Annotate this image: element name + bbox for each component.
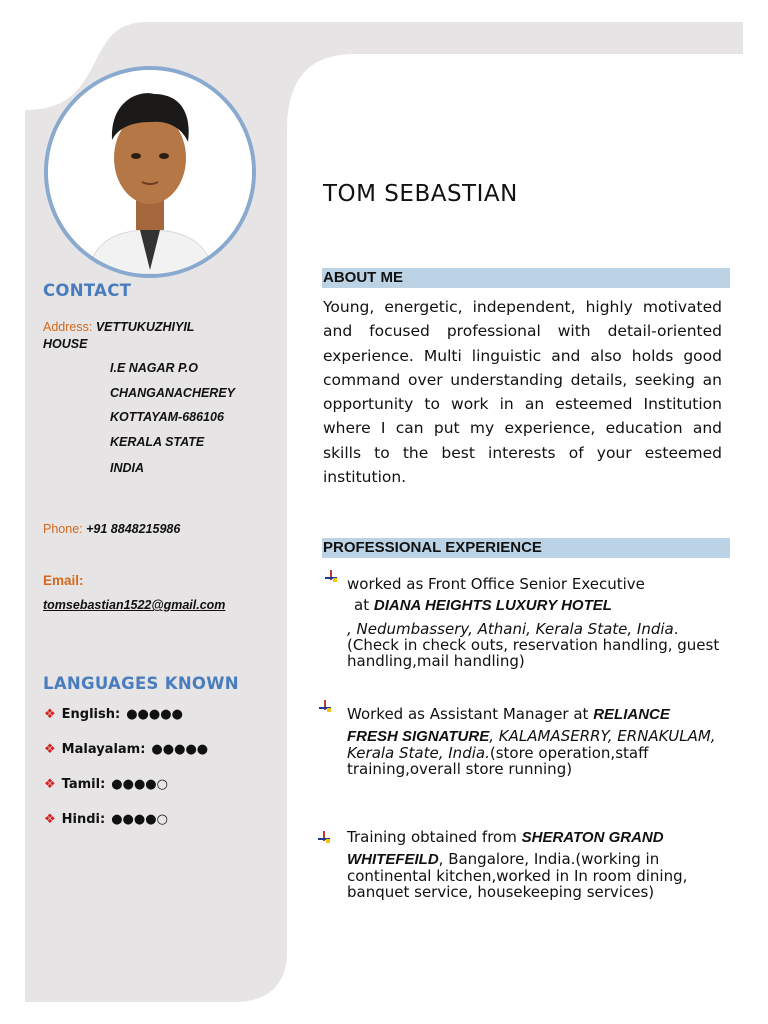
email-link[interactable]: tomsebastian1522@gmail.com	[43, 598, 226, 612]
phone-number: +91 8848215986	[86, 522, 181, 536]
languages-heading: LANGUAGES KNOWN	[43, 674, 239, 693]
experience-heading: PROFESSIONAL EXPERIENCE	[322, 538, 730, 558]
address-line: CHANGANACHEREY	[110, 386, 236, 400]
language-item	[44, 777, 168, 792]
language-item	[44, 742, 208, 757]
experience-description: , Bangalore, India.(working in continental kitchen,worked in In room dining, banquet service, housekeeping services)	[347, 850, 688, 901]
experience-at: at	[354, 596, 370, 614]
language-label: Hindi:	[61, 812, 106, 827]
language-item	[44, 707, 183, 722]
person-name: TOM SEBASTIAN	[323, 181, 518, 207]
language-label: Malayalam:	[61, 742, 146, 757]
experience-prefix: Training obtained from	[347, 828, 517, 846]
experience-location: , Nedumbassery, Athani, Kerala State, India	[347, 620, 674, 638]
colored-cross-bullet-icon	[317, 831, 331, 845]
about-heading: ABOUT ME	[322, 268, 730, 288]
experience-employer-row	[347, 826, 732, 849]
language-rating: ●●●●○	[111, 777, 168, 792]
address-first: VETTUKUZHIYIL	[95, 320, 195, 334]
experience-description: (store operation,staff training,overall store running)	[347, 744, 649, 778]
address-label: Address:	[43, 320, 93, 334]
experience-prefix: Worked as Assistant Manager at	[347, 705, 589, 723]
experience-item-2	[347, 703, 732, 777]
about-text: Young, energetic, independent, highly motivated and focused professional with detail-oriented experience. Multi linguistic and also holds good command over understanding details, seeking an opportunity to work in an esteemed Institution where I can put my experience, education and skills to the best interests of your esteemed institution.	[323, 298, 722, 487]
experience-details	[347, 851, 732, 900]
address-line: KOTTAYAM-686106	[110, 410, 224, 424]
experience-title: worked as Front Office Senior Executive	[347, 575, 645, 593]
experience-company: WHITEFEILD	[347, 851, 439, 868]
diamond-bullet-icon: ❖	[44, 812, 56, 827]
phone-row	[43, 522, 180, 536]
diamond-bullet-icon: ❖	[44, 707, 56, 722]
language-label: English:	[61, 707, 121, 722]
experience-company: SHERATON GRAND	[521, 829, 664, 846]
language-item	[44, 812, 168, 827]
profile-photo	[44, 66, 256, 278]
colored-cross-bullet-icon	[318, 700, 332, 714]
experience-employer-row	[347, 594, 732, 617]
colored-cross-bullet-icon	[324, 570, 338, 584]
address-row	[43, 320, 194, 334]
email-label: Email:	[43, 573, 84, 588]
experience-item-1	[347, 575, 732, 669]
address-line: INDIA	[110, 461, 145, 475]
diamond-bullet-icon: ❖	[44, 777, 56, 792]
experience-details	[347, 728, 732, 777]
experience-description: . (Check in check outs, reservation handling, guest handling,mail handling)	[347, 620, 720, 670]
address-line: KERALA STATE	[110, 435, 205, 449]
diamond-bullet-icon: ❖	[44, 742, 56, 757]
experience-company: FRESH SIGNATURE	[347, 728, 490, 745]
contact-heading: CONTACT	[43, 281, 132, 300]
language-rating: ●●●●●	[126, 707, 183, 722]
language-label: Tamil:	[61, 777, 106, 792]
address-line: I.E NAGAR P.O	[110, 361, 198, 375]
experience-employer-row	[347, 703, 732, 726]
experience-location: , KALAMASERRY, ERNAKULAM, Kerala State, India.	[347, 727, 716, 762]
language-rating: ●●●●●	[151, 742, 209, 757]
experience-company: DIANA HEIGHTS LUXURY HOTEL	[373, 597, 612, 614]
experience-details	[347, 621, 732, 669]
experience-company: RELIANCE	[593, 706, 670, 723]
email-label-row	[43, 573, 84, 588]
address-second: HOUSE	[43, 337, 88, 351]
experience-item-3	[347, 826, 732, 900]
language-rating: ●●●●○	[111, 812, 168, 827]
phone-label: Phone:	[43, 522, 83, 536]
